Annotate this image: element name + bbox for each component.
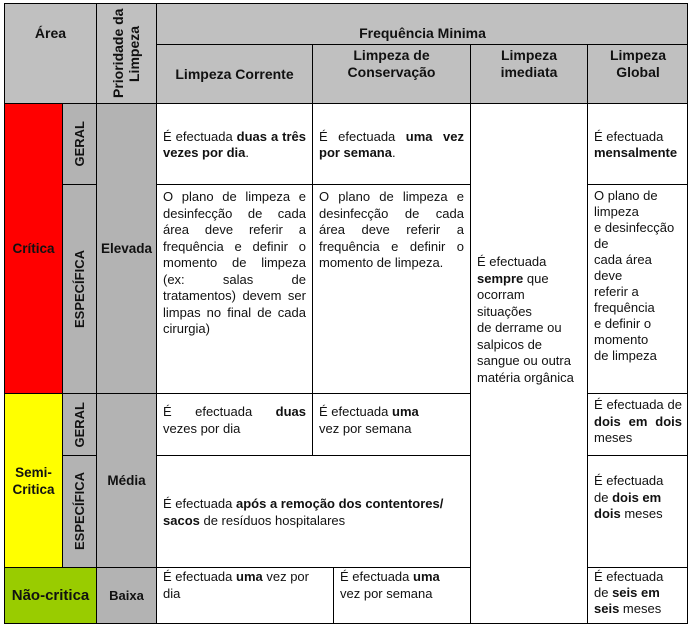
cell-nao-conservacao bbox=[333, 567, 470, 623]
header-frequencia bbox=[156, 3, 688, 44]
cell-text: O plano de limpeza e desinfecção de cada área deve referir a frequência e definir o momento de limpeza. bbox=[319, 189, 464, 270]
area-critica bbox=[4, 103, 62, 393]
area-nao-label: Não-critica bbox=[11, 587, 90, 604]
subtype-label: GERAL bbox=[72, 401, 87, 448]
header-area-label: Área bbox=[34, 25, 67, 41]
subtype-critica-especifica bbox=[62, 184, 96, 393]
cell-text: O plano de limpeza e desinfecção de cada área deve referir a frequência e definir o momento de limpeza (ex: salas de tratamentos) devem ser limpas no final de cada cirurgia) bbox=[163, 189, 306, 336]
cell-text: É efectuada duas a três vezes por dia. bbox=[163, 128, 306, 160]
cell-critica-geral-global bbox=[587, 103, 688, 184]
cell-text: É efectuada de dois em dois meses bbox=[594, 473, 664, 521]
subtype-critica-geral bbox=[62, 103, 96, 184]
subtype-label: GERAL bbox=[72, 121, 87, 167]
cell-semi-geral-global bbox=[587, 393, 688, 455]
header-col-corrente-label: Limpeza Corrente bbox=[175, 65, 294, 82]
cell-text: É efectuada sempre que ocorram situações de derrame ou salpicos de sangue ou outra matéria orgânica bbox=[477, 254, 574, 385]
cell-critica-geral-corrente bbox=[156, 103, 312, 184]
cell-critica-especifica-global bbox=[587, 184, 688, 393]
cell-text: É efectuada uma vez por semana. bbox=[319, 128, 464, 160]
area-semi-label: Semi-Critica bbox=[12, 464, 55, 497]
prioridade-label: Elevada bbox=[100, 241, 153, 256]
header-col-global-label: Limpeza Global bbox=[609, 47, 666, 80]
header-col-corrente bbox=[156, 44, 312, 103]
cell-text: É efectuada uma bbox=[340, 569, 440, 584]
cell-text-line2: vez por semana bbox=[340, 585, 433, 601]
header-prioridade-label: Prioridade da Limpeza bbox=[109, 8, 142, 99]
cell-text: É efectuada uma vez por dia bbox=[163, 569, 309, 601]
cell-critica-geral-conservacao bbox=[312, 103, 470, 184]
cell-semi-especifica-global bbox=[587, 455, 688, 567]
subtype-label: ESPECÍFICA bbox=[72, 249, 87, 328]
header-col-global bbox=[587, 44, 688, 103]
prioridade-label: Média bbox=[107, 473, 146, 488]
area-nao-critica bbox=[4, 567, 96, 623]
prioridade-elevada bbox=[96, 103, 156, 393]
cell-text: O plano de limpeza e desinfecção de cada área deve referir a frequência e definir o momento de limpeza bbox=[594, 188, 675, 363]
prioridade-media bbox=[96, 393, 156, 567]
header-col-imediata-label: Limpeza imediata bbox=[500, 47, 558, 80]
cell-text: É efectuada duas bbox=[163, 404, 306, 419]
cell-text: É efectuada após a remoção dos contentores/ sacos de resíduos hospitalares bbox=[163, 496, 444, 528]
header-prioridade bbox=[96, 3, 156, 103]
area-critica-label: Crítica bbox=[12, 241, 55, 256]
cell-critica-especifica-corrente bbox=[156, 184, 312, 393]
subtype-semi-geral bbox=[62, 393, 96, 455]
cell-nao-corrente bbox=[156, 567, 333, 623]
cell-text-line2: vez por semana bbox=[319, 420, 412, 436]
cell-semi-geral-conservacao bbox=[312, 393, 470, 455]
header-col-conservacao-label: Limpeza de Conservação bbox=[347, 47, 436, 80]
cell-nao-global bbox=[587, 567, 688, 623]
prioridade-baixa bbox=[96, 567, 156, 623]
cell-imediata bbox=[470, 103, 587, 623]
header-col-conservacao bbox=[312, 44, 470, 103]
subtype-semi-especifica bbox=[62, 455, 96, 567]
header-frequencia-label: Frequência Minima bbox=[359, 25, 486, 41]
cell-text-line2: vezes por dia bbox=[163, 420, 241, 436]
header-area bbox=[4, 3, 96, 103]
cell-semi-geral-corrente bbox=[156, 393, 312, 455]
cell-text: É efectuada de seis em seis meses bbox=[594, 569, 664, 616]
header-col-imediata bbox=[470, 44, 587, 103]
cell-text: É efectuada de dois em dois meses bbox=[594, 397, 682, 445]
prioridade-label: Baixa bbox=[109, 588, 144, 603]
cell-semi-especifica-merged bbox=[156, 455, 470, 567]
cell-text: É efectuada mensalmente bbox=[594, 128, 678, 160]
area-semi-critica bbox=[4, 393, 62, 567]
subtype-label: ESPECÍFICA bbox=[72, 472, 87, 551]
cell-text: É efectuada uma bbox=[319, 404, 419, 419]
cell-critica-especifica-conservacao bbox=[312, 184, 470, 393]
